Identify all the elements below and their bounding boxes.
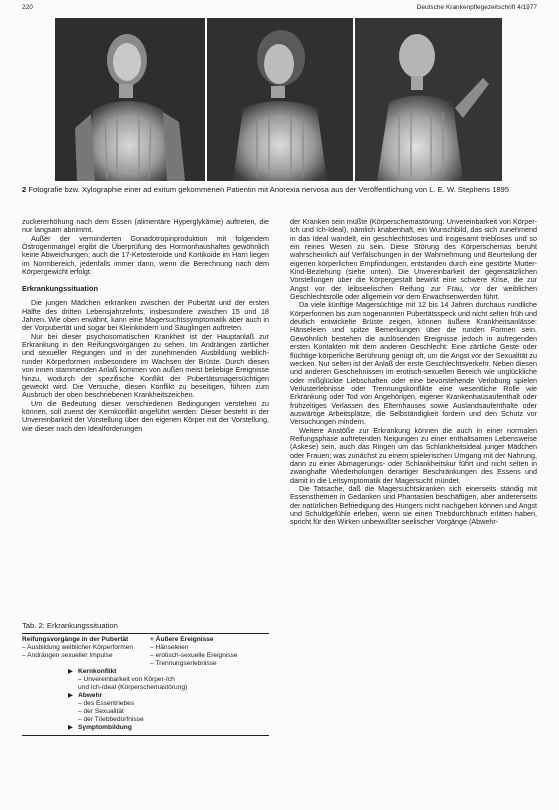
paragraph: Nur bei dieser psychosomatischen Krankheit ist der Hauptanlaß zur Erkrankung in den Reifungsvorgängen zu sehen. Im Andrängen zärtlicher und sexueller Regungen und in der zunehmenden Ausbildung weiblich-runder Körperformen insbesondere im Wachsen der Brüste. Durch diesen von innen stammenden Anlaß kommen von außen meist beliebige Ereignisse hinzu, wodurch der spezifische Konflikt der Pubertätsmagersüchtigen geweckt wird. Die Versuche, diesen Konflikt zu beseitigen, führen zum Ausbruch der oben beschriebenen Krankheitszeichen. bbox=[22, 331, 269, 400]
photo-middle bbox=[207, 18, 353, 181]
table-title: Tab. 2: Erkrankungssituation bbox=[22, 621, 118, 630]
paragraph: Da viele künftige Magersüchtige mit 12 bis 14 Jahren durchaus rundliche Körperformen bis zum sogenannten Pubertätsspeck und nicht selten früh und deutlich entwickelte Brüste zeigen, können äußere Krankheitsanlässe: Hänseleien und spitze Bemerkungen über die runden Formen sein. Gewöhnlich bestehen die auslösenden Ereignisse jedoch in aufregenden ersten Kontakten mit dem anderen Geschlecht: Eine zärtliche Geste oder flüchtige körperliche Berührung genügt oft, um die Angst vor der Sexualität zu wecken. Nur selten ist der Anlaß der erste Geschlechtsverkehr. Neben diesen und anderen Geschehnissen im erotisch-sexuellen Bereich wie unglückliche oder mißglückte Liebschaften oder eine bevorstehende Verlobung spielen Verlusterlebnisse oder Trennungskonflikte eine wesentliche Rolle wie Erkrankung oder Tod von Angehörigen, eigener Krankenhausaufenthalt oder frühzeitiges Verlassen des Elternhauses sowie Auslandsaufenthalte oder auswärtige Arbeitsplätze, die Selbständigkeit fordern und den Schutz vor Versuchungen mindern. bbox=[290, 300, 537, 427]
step-item: – der Sexualität bbox=[78, 708, 124, 715]
figure-caption bbox=[22, 185, 537, 194]
step-item: und Ich-Ideal (Körperschemastörung) bbox=[78, 684, 188, 691]
page-number: 220 bbox=[22, 4, 33, 11]
caption-number: 2 bbox=[22, 185, 27, 194]
table-col1-item: – Andrängen sexueller Impulse bbox=[22, 652, 113, 659]
table-2 bbox=[22, 621, 269, 736]
paragraph: Um die Bedeutung dieser verschiedenen Bedingungen verstehen zu können, soll zuerst der Kernkonflikt angeführt werden: Dieser besteht in der Unvereinbarkeit der Vorstellung über den eigenen Körper mit der Vorstellung, wie dieser nach den Idealforderungen bbox=[22, 398, 269, 433]
table-rule bbox=[22, 735, 269, 736]
table-step bbox=[68, 692, 269, 724]
step-label: Abwehr bbox=[78, 692, 103, 699]
right-column bbox=[290, 218, 537, 527]
arrow-right-icon: ▶ bbox=[68, 668, 74, 675]
paragraph: zuckererhöhung nach dem Essen (alimentäre Hyperglykämie) auftreten, die nur langsam abnimmt. bbox=[22, 217, 269, 235]
table-col1-item: – Ausbildung weiblicher Körperformen bbox=[22, 644, 134, 651]
table-step bbox=[68, 668, 269, 692]
arrow-right-icon: ▶ bbox=[68, 692, 74, 699]
paragraph: der Kranken sein müßte (Körperschemastörung: Unvereinbarkeit von Körper-Ich und Ich-Ideal), nämlich knabenhaft, ein Wunschbild, das sich zunehmend in das Ideal wandelt, ein geschlechtsloses und insgesamt triebloses und so ein reines Wesen zu sein. Diese Störung des Körperschemas beruht wahrscheinlich auf Verfälschungen in der Wahrnehmung und Beurteilung der eigenen körperlichen Empfindungen, entstanden durch eine gestörte Mutter-Kind-Beziehung (siehe unten). Die Unvereinbarkeit der gegensätzlichen Vorstellungen über die Körpergestalt bewirkt eine schwere Krise, die zur Angst vor der leibseelischen Reifung zur Frau, vor der weiblichen Geschlechtsrolle oder allgemein vor dem Erwachsenwerden führt. bbox=[290, 217, 537, 302]
caption-text: Fotografie bzw. Xylographie einer ad exitum gekommenen Patientin mit Anorexia nervosa aus der Veröffentlichung von L. E. W. Stephens 1895 bbox=[26, 185, 510, 194]
arrow-right-icon: ▶ bbox=[68, 724, 74, 731]
table-col2-item: – erotisch-sexuelle Ereignisse bbox=[150, 652, 238, 659]
table-step bbox=[68, 724, 269, 732]
step-item: – Unvereinbarkeit von Körper-Ich bbox=[78, 676, 175, 683]
table-col2-item: – Trennungserlebnisse bbox=[150, 660, 217, 667]
step-label: Symptombildung bbox=[78, 724, 132, 731]
journal-title: Deutsche Krankenpflegezeitschrift 4/1977 bbox=[416, 4, 537, 11]
page-header bbox=[22, 4, 537, 16]
section-heading: Erkrankungssituation bbox=[22, 284, 98, 294]
table-rule bbox=[22, 633, 269, 634]
table-col1-header: Reifungsvorgänge in der Pubertät bbox=[22, 636, 129, 643]
paragraph: Weitere Anstöße zur Erkrankung können die auch in einer normalen Reifungsphase auftretenden Neigungen zu einer enthaltsamen Lebensweise (Askese) sein, auch das Ringen um das Schlankheitsideal junger Mädchen oder Frauen; was zunächst zu einem spielerischen Umgang mit der Nahrung, dann zu einer Abmagerungs- oder Schlankheitskur führt und nicht selten in zwanghafte Wiederholungen derartiger Beschränkungen des Essens und damit in die Leitsymptomatik der Magersucht mündet. bbox=[290, 425, 537, 485]
photo-right bbox=[355, 18, 502, 181]
paragraph: Die Tatsache, daß die Magersuchtskranken sich einerseits ständig mit Essensthemen in Gedanken und Phantasien beschäftigen, aber andererseits der natürlichen Befriedigung des Hungers nicht nachgeben können und Angst und Schuldgefühle erleben, wenn sie einen Triebdurchbruch erlitten haben, spricht für den Wirken unbewußter seelischer Vorgänge (Abwehr- bbox=[290, 484, 537, 527]
step-label: Kernkonflikt bbox=[78, 668, 117, 675]
table-col2-header: + Äußere Ereignisse bbox=[150, 636, 214, 643]
step-item: – der Triebbedürfnisse bbox=[78, 716, 144, 723]
photo-left bbox=[55, 18, 205, 181]
step-item: – des Essentriebes bbox=[78, 700, 135, 707]
left-column bbox=[22, 218, 269, 433]
paragraph: Außer der verminderten Gonadotropinproduktion mit folgendem Östrogenmangel ergibt die Überprüfung des Hormonhaushaltes gewöhnlich keine Abweichungen; auch die 17-Ketosteroide und Kortikoide im Harn liegen im Normbereich, jedenfalls immer dann, wenn die Berechnung nach dem Körpergewicht erfolgt. bbox=[22, 233, 269, 277]
table-col2-item: – Hänseleien bbox=[150, 644, 189, 651]
paragraph: Die jungen Mädchen erkranken zwischen der Pubertät und der ersten Hälfte des dritten Lebensjahrzehnts, insbesondere zwischen 15 und 18 Jahren. Wie oben erwähnt, kann eine Magersuchtssymptomatik aber auch in der Vorpubertät und sogar bei Kleinkindern und Säuglingen auftreten. bbox=[22, 298, 269, 333]
